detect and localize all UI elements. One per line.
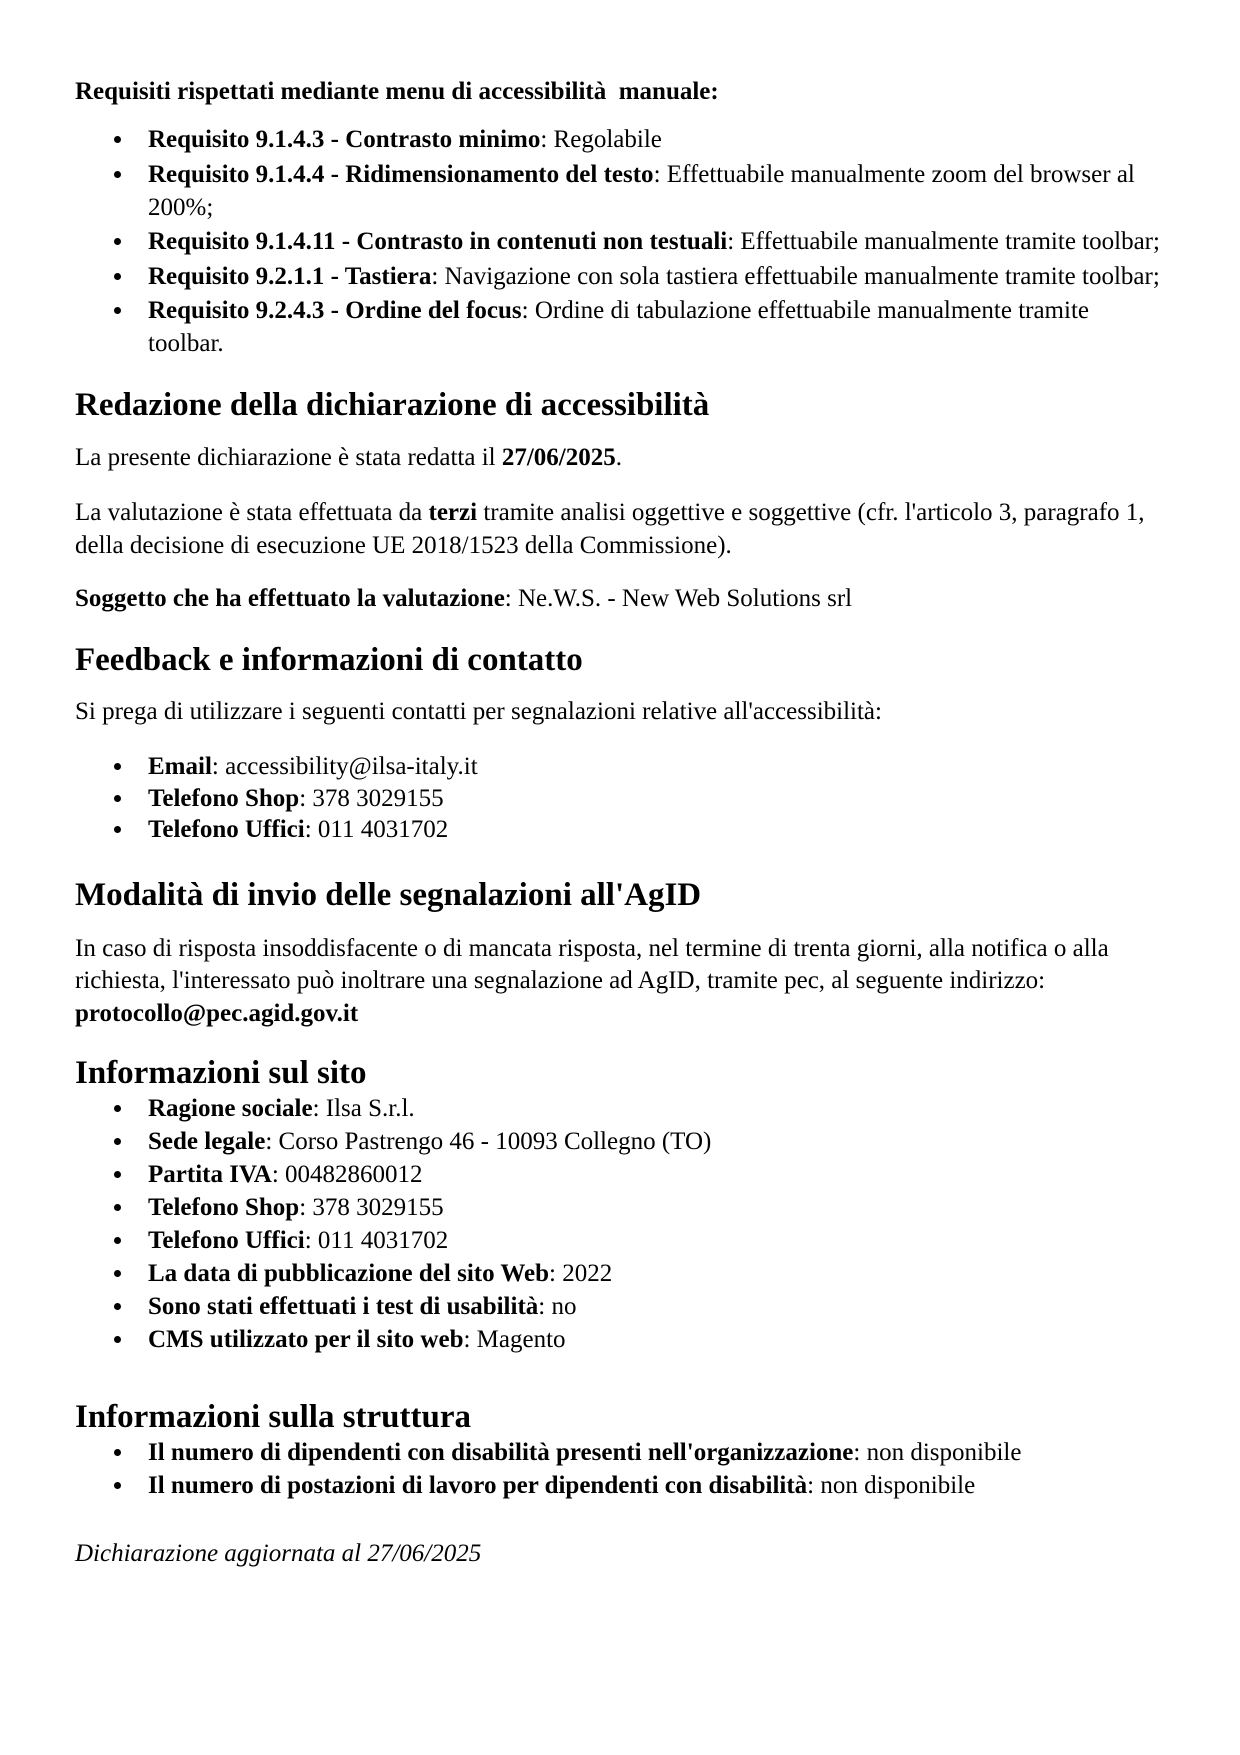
site-info-value: : Ilsa S.r.l. <box>312 1095 415 1122</box>
requirements-intro-text: Requisiti rispettati mediante menu di accessibilità manuale: <box>75 78 719 105</box>
evaluation-who: terzi <box>428 499 478 526</box>
requirement-item <box>148 225 1168 258</box>
requirement-label: Requisito 9.2.4.3 - Ordine del focus <box>148 297 522 324</box>
site-info-item <box>148 1323 1168 1356</box>
requirement-item <box>148 294 1168 360</box>
requirement-value: : Navigazione con sola tastiera effettuabile manualmente tramite toolbar; <box>431 262 1160 290</box>
requirement-value: : Effettuabile manualmente zoom del browser al 200%; <box>148 160 1135 221</box>
requirement-value: : Ordine di tabulazione effettuabile manualmente tramite toolbar. <box>148 297 1089 357</box>
bullet-icon <box>114 1171 121 1178</box>
requirement-value: : Effettuabile manualmente tramite toolbar; <box>727 228 1160 255</box>
requirement-value: : Regolabile <box>540 126 662 153</box>
site-info-item <box>148 1257 1168 1290</box>
structure-info-label: Il numero di dipendenti con disabilità presenti nell'organizzazione <box>148 1439 854 1466</box>
heading-structure-info: Informazioni sulla struttura <box>75 1399 471 1435</box>
contact-item <box>148 751 1168 783</box>
heading-agid: Modalità di invio delle segnalazioni all'AgID <box>75 877 702 913</box>
site-info-item <box>148 1224 1168 1257</box>
site-info-value: : 2022 <box>549 1260 613 1287</box>
bullet-icon <box>114 1336 121 1343</box>
site-info-label: La data di pubblicazione del sito Web <box>148 1260 550 1287</box>
drafting-date-paragraph <box>75 441 1172 474</box>
requirement-label: Requisito 9.1.4.11 - Contrasto in contenuti non testuali <box>148 228 728 255</box>
requirement-label: Requisito 9.1.4.3 - Contrasto minimo <box>148 126 541 153</box>
site-info-label: Telefono Shop <box>148 1194 300 1221</box>
contact-value: : 378 3029155 <box>299 784 444 812</box>
heading-site-info: Informazioni sul sito <box>75 1055 367 1091</box>
heading-drafting: Redazione della dichiarazione di accessibilità <box>75 387 710 423</box>
bullet-icon <box>114 307 121 314</box>
contact-value: : accessibility@ilsa-italy.it <box>211 753 478 780</box>
site-info-label: Sono stati effettuati i test di usabilità <box>148 1293 539 1320</box>
site-info-list <box>75 1092 1172 1356</box>
site-info-label: CMS utilizzato per il sito web <box>148 1326 464 1353</box>
drafting-date: 27/06/2025 <box>501 444 616 471</box>
contact-value: : 011 4031702 <box>304 816 449 843</box>
evaluator-paragraph <box>75 582 1172 615</box>
requirement-label: Requisito 9.2.1.1 - Tastiera <box>148 262 432 290</box>
site-info-value: : Magento <box>463 1326 566 1353</box>
structure-info-label: Il numero di postazioni di lavoro per dipendenti con disabilità <box>148 1472 808 1499</box>
agid-paragraph <box>75 933 1172 1031</box>
structure-info-list <box>75 1436 1172 1502</box>
site-info-value: : 00482860012 <box>271 1161 423 1188</box>
requirement-item <box>148 260 1168 293</box>
bullet-icon <box>114 1138 121 1145</box>
bullet-icon <box>114 1105 121 1112</box>
bullet-icon <box>114 1204 121 1211</box>
bullet-icon <box>114 273 121 280</box>
requirement-item <box>148 158 1168 224</box>
structure-info-item <box>148 1469 1168 1502</box>
site-info-label: Ragione sociale <box>148 1095 313 1122</box>
bullet-icon <box>114 1237 121 1244</box>
bullet-icon <box>114 1482 121 1489</box>
site-info-label: Telefono Uffici <box>148 1227 305 1254</box>
bullet-icon <box>114 826 121 833</box>
bullet-icon <box>114 1270 121 1277</box>
site-info-label: Sede legale <box>148 1128 266 1155</box>
evaluation-text-start: La valutazione è stata effettuata da <box>75 499 429 526</box>
requirement-label: Requisito 9.1.4.4 - Ridimensionamento del testo <box>148 160 654 188</box>
site-info-item <box>148 1125 1168 1158</box>
bullet-icon <box>114 1303 121 1310</box>
contacts-list <box>75 751 1172 846</box>
contact-label: Telefono Shop <box>148 784 300 812</box>
last-updated-note: Dichiarazione aggiornata al 27/06/2025 <box>75 1539 482 1567</box>
bullet-icon <box>114 171 121 178</box>
contact-label: Email <box>148 753 212 780</box>
site-info-item <box>148 1092 1168 1125</box>
drafting-date-text: La presente dichiarazione è stata redatta il <box>75 444 502 471</box>
heading-feedback: Feedback e informazioni di contatto <box>75 642 583 678</box>
evaluation-paragraph <box>75 496 1172 562</box>
drafting-date-end: . <box>615 444 623 471</box>
contact-item <box>148 783 1168 815</box>
requirement-item <box>148 123 1168 156</box>
bullet-icon <box>114 763 121 770</box>
requirements-list <box>75 123 1172 360</box>
requirements-intro <box>75 75 1172 108</box>
contact-label: Telefono Uffici <box>148 816 305 843</box>
site-info-value: : 378 3029155 <box>299 1194 444 1221</box>
evaluation-text-end: tramite analisi oggettive e soggettive (cfr. l'articolo 3, paragrafo 1, della decisione di esecuzione UE 2018/1523 della Commissione). <box>75 499 1145 559</box>
site-info-value: : Corso Pastrengo 46 - 10093 Collegno (TO) <box>265 1128 712 1155</box>
bullet-icon <box>114 795 121 802</box>
feedback-intro: Si prega di utilizzare i seguenti contatti per segnalazioni relative all'accessibilità: <box>75 698 882 725</box>
evaluator-label: Soggetto che ha effettuato la valutazione <box>75 585 505 612</box>
structure-info-value: : non disponibile <box>853 1439 1022 1466</box>
bullet-icon <box>114 136 121 143</box>
site-info-item <box>148 1290 1168 1323</box>
site-info-value: : 011 4031702 <box>304 1227 449 1254</box>
structure-info-value: : non disponibile <box>807 1472 976 1499</box>
bullet-icon <box>114 238 121 245</box>
agid-text: In caso di risposta insoddisfacente o di mancata risposta, nel termine di trenta giorni, alla notifica o alla richiesta, l'interessato può inoltrare una segnalazione ad AgID, tramite pec, al seguente indirizzo: <box>75 934 1109 994</box>
site-info-item <box>148 1191 1168 1224</box>
bullet-icon <box>114 1449 121 1456</box>
structure-info-item <box>148 1436 1168 1469</box>
site-info-value: : no <box>538 1293 577 1320</box>
site-info-item <box>148 1158 1168 1191</box>
evaluator-value: : Ne.W.S. - New Web Solutions srl <box>504 585 853 612</box>
site-info-label: Partita IVA <box>148 1161 272 1188</box>
agid-address: protocollo@pec.agid.gov.it <box>75 999 359 1027</box>
contact-item <box>148 814 1168 846</box>
